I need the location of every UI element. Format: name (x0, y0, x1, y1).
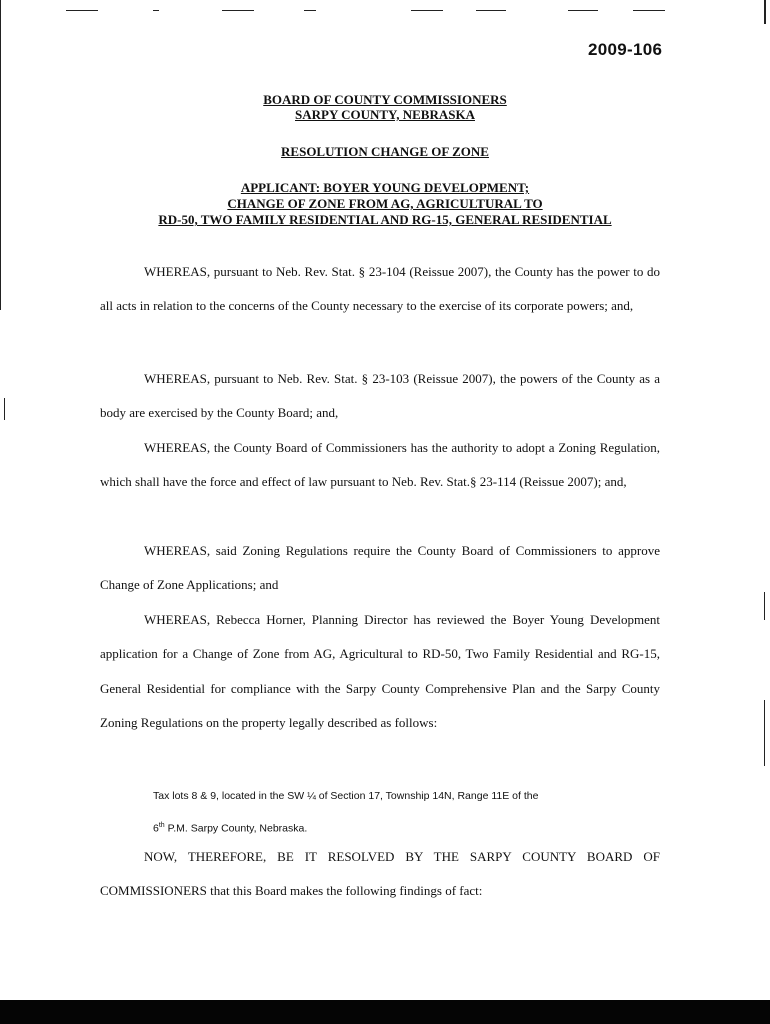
applicant-line: APPLICANT: BOYER YOUNG DEVELOPMENT; (240, 180, 530, 195)
scan-mark (633, 10, 665, 11)
whereas-paragraph-4 (100, 534, 660, 603)
scan-mark (476, 10, 506, 11)
paragraph-text: WHEREAS, the County Board of Commissioners has the authority to adopt a Zoning Regulation, which shall have the force and effect of law pursuant to Neb. Rev. Stat.§ 23-114 (Reissue 2007); and, (100, 440, 660, 490)
header-board: BOARD OF COUNTY COMMISSIONERS (263, 92, 507, 107)
scan-mark (411, 10, 443, 11)
change-of-zone-line: CHANGE OF ZONE FROM AG, AGRICULTURAL TO (227, 196, 543, 211)
resolution-title: RESOLUTION CHANGE OF ZONE (281, 144, 489, 159)
legal-description-line-2 (153, 811, 633, 844)
whereas-paragraph-2 (100, 362, 660, 431)
whereas-paragraph-3 (100, 431, 660, 500)
document-number: 2009-106 (588, 40, 663, 59)
scan-mark (222, 10, 254, 11)
resolved-paragraph (100, 840, 660, 909)
scan-mark (4, 398, 5, 420)
scan-mark (66, 10, 98, 11)
legal-description-line-1: Tax lots 8 & 9, located in the SW ¼ of Section 17, Township 14N, Range 11E of the (153, 790, 539, 802)
header-county: SARPY COUNTY, NEBRASKA (295, 107, 475, 122)
whereas-paragraph-1 (100, 255, 660, 324)
paragraph-text: WHEREAS, pursuant to Neb. Rev. Stat. § 23-104 (Reissue 2007), the County has the power to do all acts in relation to the concerns of the County necessary to the exercise of its corporate powers; and, (100, 264, 660, 314)
scan-mark (764, 0, 766, 24)
paragraph-text: NOW, THEREFORE, BE IT RESOLVED BY THE SARPY COUNTY BOARD OF COMMISSIONERS that this Board makes the following findings of fact: (100, 849, 660, 899)
meridian-rest: P.M. Sarpy County, Nebraska. (164, 822, 308, 835)
paragraph-text: WHEREAS, Rebecca Horner, Planning Director has reviewed the Boyer Young Development application for a Change of Zone from AG, Agricultural to RD-50, Two Family Residential and RG-15, General Residential for compliance with the Sarpy County Comprehensive Plan and the Sarpy County Zoning Regulations on the property legally described as follows: (100, 612, 660, 730)
scan-mark (304, 10, 316, 11)
scan-mark (568, 10, 598, 11)
meridian-suffix: th (158, 822, 165, 829)
paragraph-text: WHEREAS, said Zoning Regulations require the County Board of Commissioners to approve Change of Zone Applications; and (100, 543, 660, 593)
paragraph-text: WHEREAS, pursuant to Neb. Rev. Stat. § 23-103 (Reissue 2007), the powers of the County as a body are exercised by the County Board; and, (100, 371, 660, 421)
scan-mark (764, 592, 765, 620)
scan-bottom-bar (0, 1000, 770, 1024)
scan-mark (764, 700, 765, 766)
whereas-paragraph-5 (100, 603, 660, 740)
scan-mark (153, 10, 159, 11)
zone-designation-line: RD-50, TWO FAMILY RESIDENTIAL AND RG-15, GENERAL RESIDENTIAL (158, 212, 612, 227)
meridian-number: 6 (153, 822, 159, 835)
legal-description (153, 781, 633, 844)
